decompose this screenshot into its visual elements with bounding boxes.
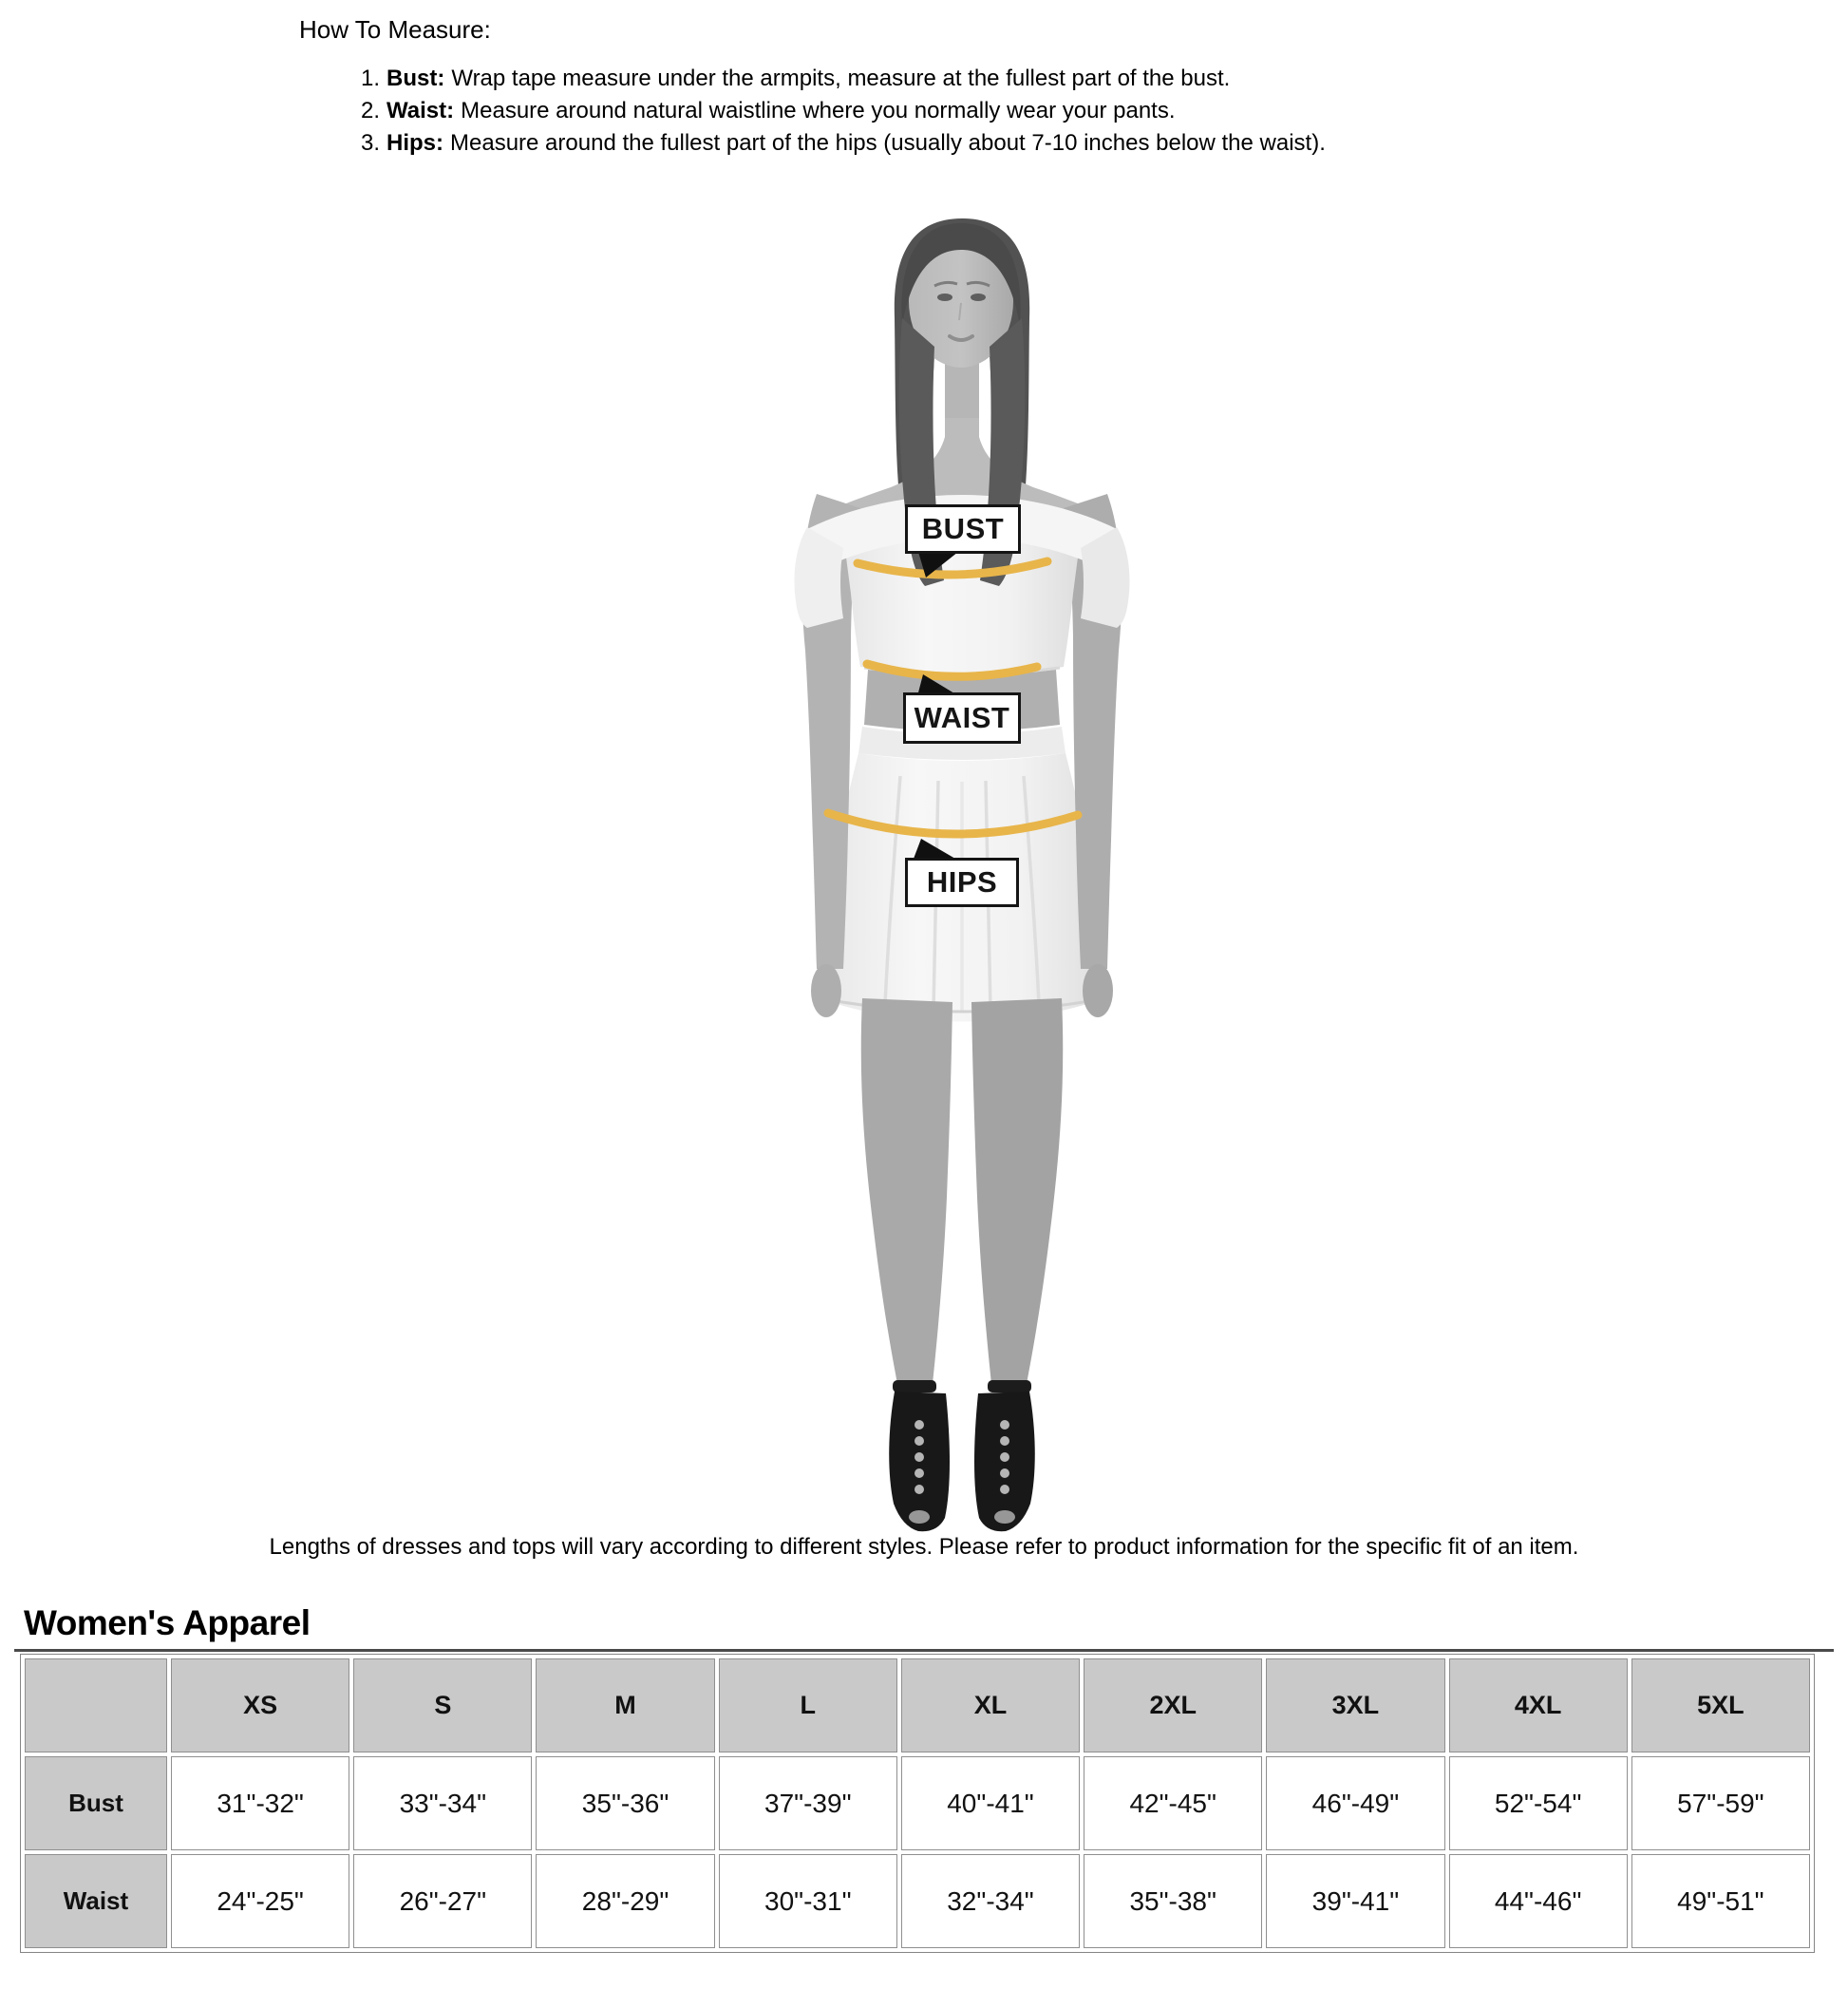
size-header-row (25, 1658, 1810, 1752)
fit-note-caption: Lengths of dresses and tops will vary according to different styles. Please refer to product information for the specific fit of an item. (269, 1534, 1579, 1560)
step-description: Measure around the fullest part of the hips (usually about 7-10 inches below the waist). (450, 130, 1326, 156)
size-cell: 49"-51" (1631, 1854, 1810, 1948)
measure-step-hips (361, 127, 1326, 160)
bust-row (25, 1756, 1810, 1850)
how-to-measure-title: How To Measure: (299, 15, 491, 44)
step-description: Measure around natural waistline where you normally wear your pants. (461, 98, 1176, 123)
model-eye-left (937, 294, 952, 301)
size-col-header: S (353, 1658, 532, 1752)
row-label-waist: Waist (25, 1854, 167, 1948)
size-cell: 42"-45" (1084, 1756, 1262, 1850)
size-cell: 33"-34" (353, 1756, 532, 1850)
waist-row (25, 1854, 1810, 1948)
step-term: Waist: (387, 98, 455, 123)
model-hand-right (1083, 964, 1113, 1017)
measure-step-bust (361, 63, 1326, 95)
size-cell: 32"-34" (901, 1854, 1080, 1948)
measure-step-waist (361, 95, 1326, 127)
step-term: Bust: (387, 66, 445, 91)
size-col-header: M (536, 1658, 714, 1752)
size-table-container (20, 1654, 1815, 1953)
size-cell: 28"-29" (536, 1854, 714, 1948)
size-col-header: 4XL (1449, 1658, 1628, 1752)
step-number: 1. (361, 66, 381, 91)
model-hand-left (811, 964, 841, 1017)
size-cell: 31"-32" (171, 1756, 349, 1850)
table-corner-cell (25, 1658, 167, 1752)
model-eye-right (971, 294, 986, 301)
size-cell: 44"-46" (1449, 1854, 1628, 1948)
size-cell: 35"-38" (1084, 1854, 1262, 1948)
model-heels (889, 1380, 1035, 1531)
waist-label: WAIST (903, 692, 1021, 744)
step-number: 3. (361, 130, 381, 156)
step-number: 2. (361, 98, 381, 123)
size-cell: 24"-25" (171, 1854, 349, 1948)
how-to-measure-list (361, 63, 1326, 160)
step-description: Wrap tape measure under the armpits, measure at the fullest part of the bust. (451, 66, 1231, 91)
size-table-title: Women's Apparel (24, 1603, 311, 1642)
model-leg-left (861, 998, 952, 1384)
size-cell: 39"-41" (1266, 1854, 1444, 1948)
section-divider (14, 1649, 1834, 1652)
step-term: Hips: (387, 130, 444, 156)
row-label-bust: Bust (25, 1756, 167, 1850)
bust-label: BUST (905, 504, 1021, 554)
size-cell: 46"-49" (1266, 1756, 1444, 1850)
size-col-header: 2XL (1084, 1658, 1262, 1752)
model-leg-right (971, 998, 1063, 1384)
size-cell: 37"-39" (719, 1756, 897, 1850)
size-cell: 26"-27" (353, 1854, 532, 1948)
size-col-header: XL (901, 1658, 1080, 1752)
hips-label: HIPS (905, 858, 1019, 907)
size-col-header: L (719, 1658, 897, 1752)
size-col-header: 5XL (1631, 1658, 1810, 1752)
size-cell: 52"-54" (1449, 1756, 1628, 1850)
size-table (20, 1654, 1815, 1953)
size-cell: 30"-31" (719, 1854, 897, 1948)
size-col-header: 3XL (1266, 1658, 1444, 1752)
size-cell: 57"-59" (1631, 1756, 1810, 1850)
size-cell: 35"-36" (536, 1756, 714, 1850)
size-col-header: XS (171, 1658, 349, 1752)
size-cell: 40"-41" (901, 1756, 1080, 1850)
